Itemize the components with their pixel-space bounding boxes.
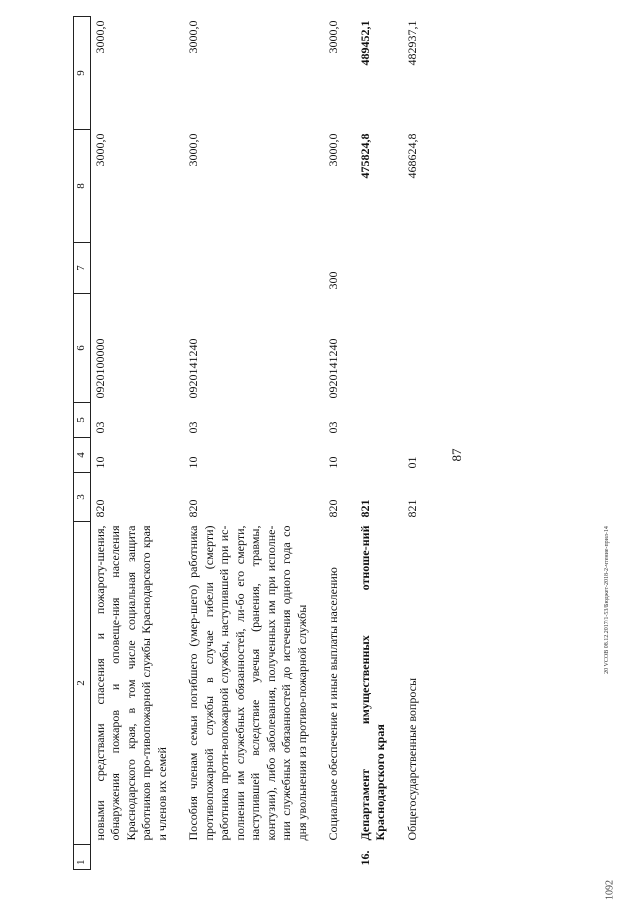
- column-header: 1: [74, 845, 91, 870]
- cell-section: 10: [326, 456, 340, 469]
- cell-ministry-code: 820: [186, 499, 200, 518]
- column-header: 8: [74, 130, 91, 243]
- cell-ministry-code: 821: [357, 499, 372, 518]
- cell-section: [344, 438, 391, 473]
- cell-amount-year1: 3000,0: [92, 133, 107, 167]
- cell-expense-type: [172, 243, 312, 294]
- row-number: [172, 845, 312, 870]
- cell-target-article: [391, 294, 423, 403]
- column-header: 9: [74, 17, 91, 130]
- cell-amount-year2: 3000,0: [186, 20, 200, 54]
- row-description: Общегосударственные вопросы: [404, 677, 419, 841]
- cell-expense-type: [391, 243, 423, 294]
- cell-section: 10: [186, 456, 200, 469]
- table-row: [391, 17, 423, 870]
- footer-document-code: 20 VCOB 08.12.2017/1-53/Бюджет-2018-2-чтение-прил-14: [604, 526, 610, 674]
- cell-amount-year2: 482937,1: [404, 20, 419, 66]
- cell-subsection: 03: [326, 421, 340, 434]
- row-number: [312, 845, 344, 870]
- cell-expense-type: [344, 243, 391, 294]
- column-header: 4: [74, 438, 91, 473]
- cell-subsection: 03: [186, 421, 200, 434]
- cell-expense-type: 300: [326, 271, 340, 290]
- row-number: [391, 845, 423, 870]
- cell-target-article: 0920100000: [92, 338, 107, 399]
- column-number-row: [74, 17, 91, 870]
- budget-table: [73, 16, 422, 870]
- cell-amount-year1: 468624,8: [404, 133, 419, 179]
- page-number: 87: [449, 448, 464, 462]
- cell-amount-year1: 3000,0: [326, 133, 340, 167]
- row-number: [90, 845, 172, 870]
- row-description: новыми средствами спасения и пожароту-шения, обнаружения пожаров и оповеще-ния населения Краснодарского края, в том числе социальная защита работников про-тивопожарной службы Краснодарского края и членов их семей: [92, 525, 169, 841]
- cell-amount-year1: 475824,8: [357, 133, 372, 179]
- corner-sheet-number: 1092: [604, 880, 616, 900]
- column-header: 7: [74, 243, 91, 294]
- column-header: 2: [74, 522, 91, 845]
- cell-target-article: 0920141240: [186, 338, 200, 399]
- table-row: [344, 17, 391, 870]
- row-description: Пособия членам семьи погибшего (умер-шего) работника противопожарной службы в случае гибели (смерти) работника проти-вопожарной службы, наступившей при ис-полнении им служебных обязанностей, ли-бо его смерти, наступившей вследствие увечья (ранения, травмы, контузии), либо заболевания, полученных им при исполне-нии служебных обязанностей до истечения одного года со дня увольнения из противо-пожарной службы: [186, 525, 309, 841]
- cell-section: 01: [404, 456, 419, 469]
- column-header: 5: [74, 403, 91, 438]
- cell-amount-year1: 3000,0: [186, 133, 200, 167]
- cell-expense-type: [90, 243, 172, 294]
- cell-subsection: [344, 403, 391, 438]
- cell-ministry-code: 820: [326, 499, 340, 518]
- row-number: 16.: [357, 850, 372, 866]
- cell-amount-year2: 489452,1: [357, 20, 372, 66]
- column-header: 6: [74, 294, 91, 403]
- cell-ministry-code: 820: [92, 499, 107, 518]
- cell-amount-year2: 3000,0: [326, 20, 340, 54]
- cell-subsection: 03: [92, 421, 107, 434]
- row-description: Департамент имущественных отноше-ний Краснодарского края: [357, 525, 387, 841]
- cell-target-article: 0920141240: [326, 338, 340, 399]
- cell-target-article: [344, 294, 391, 403]
- table-row: [172, 17, 312, 870]
- cell-amount-year2: 3000,0: [92, 20, 107, 54]
- table-row: [90, 17, 172, 870]
- cell-subsection: [391, 403, 423, 438]
- row-description: Социальное обеспечение и иные выплаты населению: [326, 567, 340, 841]
- cell-section: 10: [92, 456, 107, 469]
- cell-ministry-code: 821: [404, 499, 419, 518]
- column-header: 3: [74, 473, 91, 522]
- budget-table-sheet: [73, 20, 536, 870]
- table-row: [312, 17, 344, 870]
